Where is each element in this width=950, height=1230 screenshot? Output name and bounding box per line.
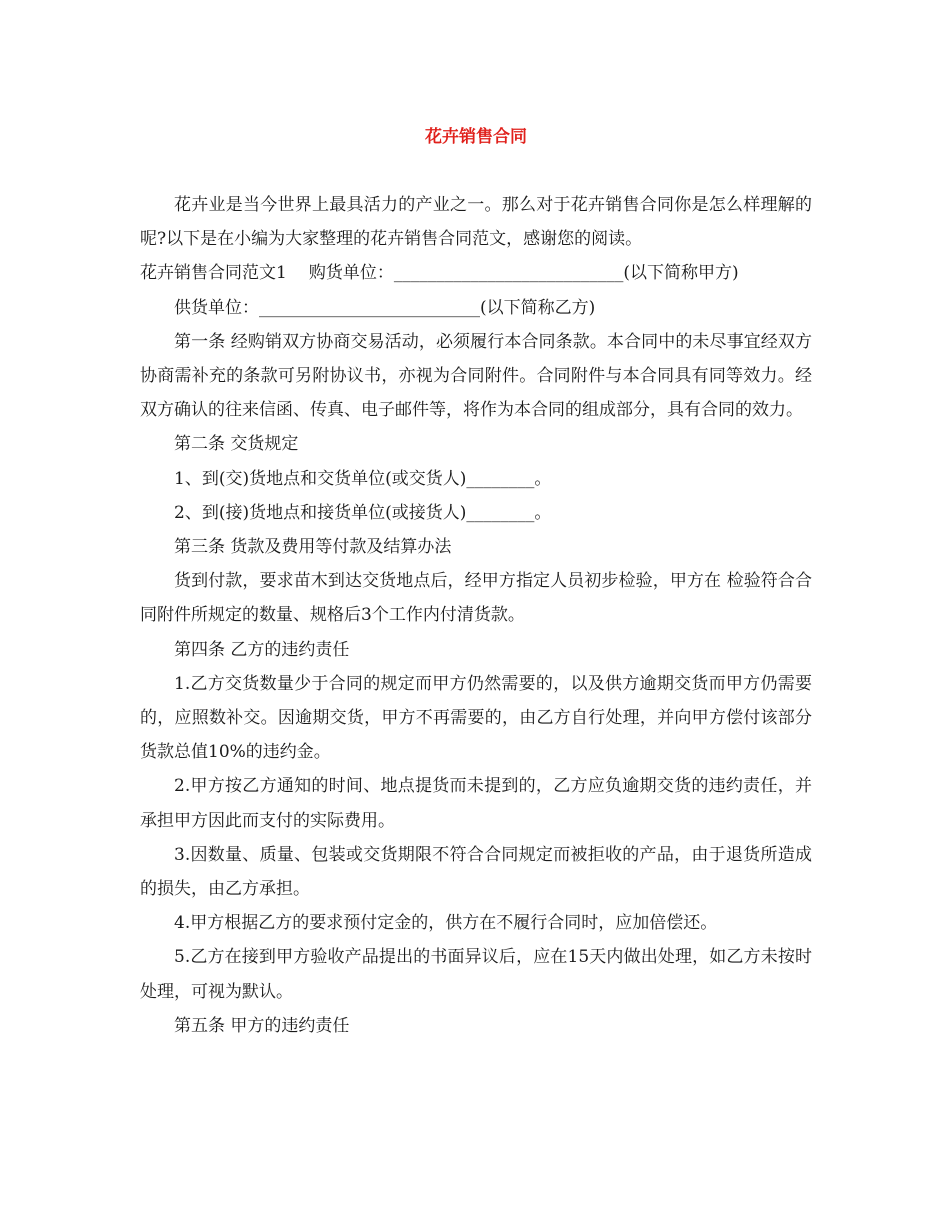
article-5-heading: 第五条 甲方的违约责任: [174, 1015, 350, 1036]
article-2-item-2: 2、到(接)货地点和接货单位(或接货人)________。: [174, 502, 552, 523]
article-1: 第一条 经购销双方协商交易活动，必须履行本合同条款。本合同中的未尽事宜经双方协商需补充的条款可另附协议书，亦视为合同附件。合同附件与本合同具有同等效力。经双方确认的往来信函、传真、电子邮件等，将作为本合同的组成部分，具有合同的效力。: [140, 331, 812, 421]
intro-paragraph: 花卉业是当今世界上最具活力的产业之一。那么对于花卉销售合同你是怎么样理解的呢?以下是在小编为大家整理的花卉销售合同范文，感谢您的阅读。: [140, 195, 812, 250]
sample-buyer-line: [140, 256, 812, 290]
article-4-item-4: 4.甲方根据乙方的要求预付定金的，供方在不履行合同时，应加倍偿还。: [174, 913, 718, 934]
article-3-body: 货到付款，要求苗木到达交货地点后，经甲方指定人员初步检验，甲方在 检验符合合同附件所规定的数量、规格后3个工作内付清货款。: [140, 571, 812, 626]
document-body: [140, 188, 812, 1043]
buyer-field: 购货单位：___________________________(以下简称甲方): [308, 263, 739, 284]
article-3-heading: 第三条 货款及费用等付款及结算办法: [174, 537, 452, 558]
sample-heading: 花卉销售合同范文1: [140, 263, 287, 284]
article-2-item-1: 1、到(交)货地点和交货单位(或交货人)________。: [174, 468, 552, 489]
article-2-heading: 第二条 交货规定: [174, 434, 299, 455]
article-4-heading: 第四条 乙方的违约责任: [174, 639, 350, 660]
document-title: 花卉销售合同: [425, 127, 527, 147]
article-4-item-5: 5.乙方在接到甲方验收产品提出的书面异议后，应在15天内做出处理，如乙方未按时处理，可视为默认。: [140, 947, 812, 1002]
article-4-item-2: 2.甲方按乙方通知的时间、地点提货而未提到的，乙方应负逾期交货的违约责任，并承担甲方因此而支付的实际费用。: [140, 776, 812, 831]
supplier-field: 供货单位：__________________________(以下简称乙方): [174, 297, 596, 318]
article-4-item-1: 1.乙方交货数量少于合同的规定而甲方仍然需要的，以及供方逾期交货而甲方仍需要的，应照数补交。因逾期交货，甲方不再需要的，由乙方自行处理，并向甲方偿付该部分货款总值10%的违约金。: [140, 673, 812, 763]
article-4-item-3: 3.因数量、质量、包装或交货期限不符合合同规定而被拒收的产品，由于退货所造成的损失，由乙方承担。: [140, 844, 812, 900]
